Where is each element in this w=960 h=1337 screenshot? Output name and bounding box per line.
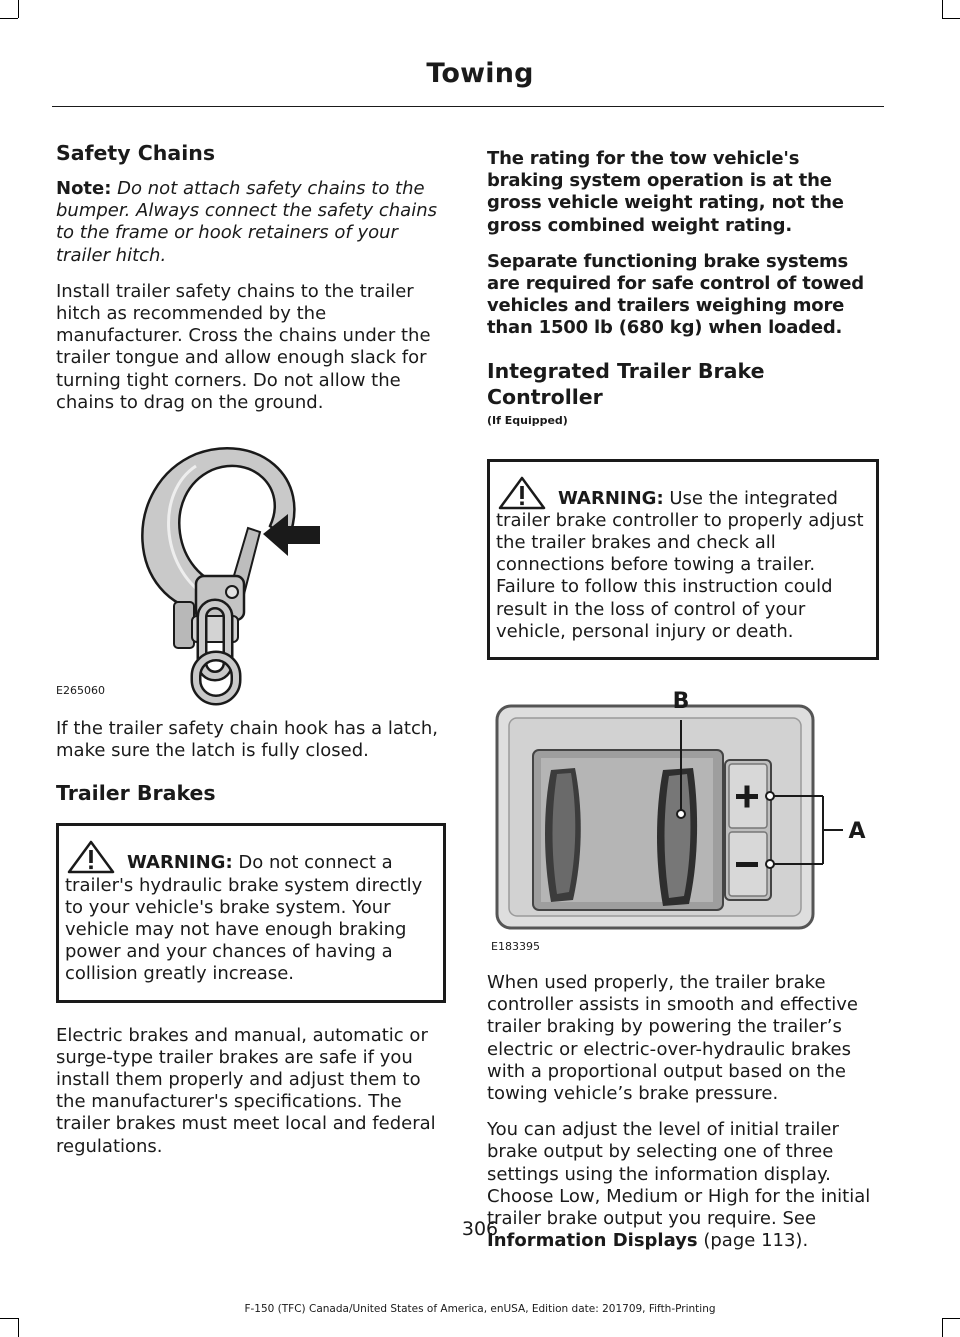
controller-paragraph: When used properly, the trailer brake controller assists in smooth and effective trailer braking by powering the trailer’s electric or electric-over-hydraulic brakes with a proportional output based on the towing vehicle’s brake pressure. — [487, 972, 858, 1105]
safety-chains-note — [56, 178, 446, 267]
crop-mark — [0, 1318, 18, 1319]
adjust-text: You can adjust the level of initial trailer brake output by selecting one of three settings using the information display. Choose Low, Medium or High for the initial trailer brake output you require. See — [487, 1119, 871, 1230]
note-text: Do not attach safety chains to the bumper. Always connect the safety chains to the frame or hook retainers of your trailer hitch. — [56, 178, 437, 266]
brake-controller-figure — [487, 678, 879, 958]
warning-body: Do not connect a trailer's hydraulic brake system directly to your vehicle's brake system. Your vehicle may not have enough braking power and your chances of having a collision greatly increase. — [65, 852, 423, 985]
page-header — [0, 58, 960, 89]
latch-paragraph: If the trailer safety chain hook has a latch, make sure the latch is fully closed. — [56, 718, 439, 762]
warning-label: WARNING: — [127, 852, 233, 874]
safety-chains-heading: Safety Chains — [56, 141, 216, 165]
note-label: Note: — [56, 178, 112, 199]
crop-mark — [942, 1318, 960, 1319]
crop-mark — [942, 18, 960, 19]
crop-mark — [18, 0, 19, 18]
controller-subheading: (If Equipped) — [487, 413, 568, 427]
warning-icon — [496, 476, 552, 510]
figure-code: E265060 — [56, 684, 105, 698]
right-column — [487, 140, 879, 1266]
warning-label: WARNING: — [558, 487, 664, 509]
crop-mark — [18, 1318, 19, 1337]
footer-text: F-150 (TFC) Canada/United States of America, enUSA, Edition date: 201709, Fifth-Printing — [244, 1303, 716, 1315]
safety-chain-hook-illustration — [56, 426, 446, 706]
warning-icon — [65, 840, 121, 874]
page-number: 306 — [461, 1218, 499, 1240]
controller-warning — [487, 459, 879, 660]
warning-text — [65, 840, 437, 985]
safety-chains-paragraph: Install trailer safety chains to the trailer hitch as recommended by the manufacturer. Cross the chains under the trailer tongue and allow enough slack for turning tight corners. Do not allow the chains to drag on the ground. — [56, 280, 431, 413]
callout-a: A — [848, 819, 866, 845]
page-title: Towing — [426, 58, 534, 89]
crop-mark — [0, 18, 18, 19]
separate-brakes-statement: Separate functioning brake systems are required for safe control of towed vehicles and trailers weighing more than 1500 lb (680 kg) when loaded. — [487, 250, 864, 339]
header-divider — [52, 106, 884, 107]
crop-mark — [942, 0, 943, 18]
information-displays-link[interactable]: Information Displays — [487, 1230, 698, 1252]
trailer-brakes-paragraph: Electric brakes and manual, automatic or surge-type trailer brakes are safe if you install them properly and adjust them to the manufacturer's specifications. The trailer brakes must meet local and federal regulations. — [56, 1024, 436, 1157]
minus-icon — [736, 862, 758, 867]
trailer-brakes-warning — [56, 823, 446, 1002]
controller-heading: Integrated Trailer Brake Controller — [487, 358, 765, 409]
figure-code: E183395 — [491, 940, 540, 954]
page-reference: (page 113). — [697, 1230, 809, 1252]
callout-b: B — [672, 689, 690, 715]
warning-text — [496, 476, 870, 643]
crop-mark — [942, 1318, 943, 1337]
trailer-brakes-heading: Trailer Brakes — [56, 781, 216, 806]
brake-controller-illustration — [487, 678, 879, 958]
warning-body: Use the integrated trailer brake controller to properly adjust the trailer brakes and check all connections before towing a trailer. Failure to follow this instruction could result in the loss of control of your vehicle, personal injury or death. — [496, 487, 864, 642]
braking-rating-statement: The rating for the tow vehicle's braking system operation is at the gross vehicle weight rating, not the gross combined weight rating. — [487, 148, 844, 236]
left-column — [56, 140, 446, 1172]
safety-chain-hook-figure — [56, 426, 446, 706]
